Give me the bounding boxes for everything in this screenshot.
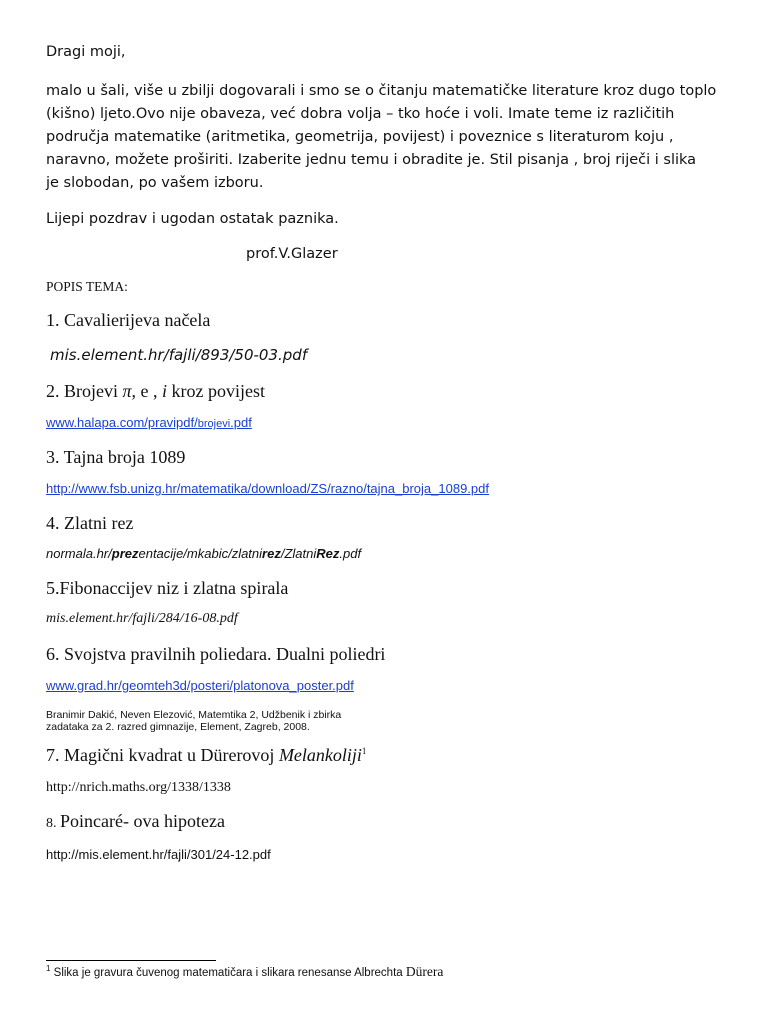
- topic-5-title: 5.Fibonaccijev niz i zlatna spirala: [46, 578, 289, 598]
- topic-3-link[interactable]: http://www.fsb.unizg.hr/matematika/download/ZS/razno/tajna_broja_1089.pdf: [46, 481, 489, 496]
- topic-1-title: 1. Cavalierijeva načela: [46, 310, 211, 330]
- paragraph-line-1: malo u šali, više u zbilji dogovarali i smo se o čitanju matematičke literature kroz dugo toplo: [46, 83, 717, 99]
- topic-4-link-part-a: normala.hr/: [46, 546, 112, 561]
- footnote-name: Dürera: [405, 964, 444, 979]
- topic-4-link-part-d: rez: [262, 546, 281, 561]
- paragraph-line-5: je slobodan, po vašem izboru.: [46, 175, 264, 191]
- topic-4-link-part-b: prez: [111, 546, 139, 561]
- footnote-text: Slika je gravura čuvenog matematičara i slikara renesanse Albrechta: [50, 967, 406, 979]
- topic-6-reference-line-1: Branimir Dakić, Neven Elezović, Matemtika 2, Udžbenik i zbirka: [46, 709, 342, 721]
- topic-2-title-mid: , e ,: [131, 381, 163, 401]
- topic-2-title-prefix: 2. Brojevi: [46, 381, 123, 401]
- paragraph-line-3: područja matematike (aritmetika, geometrija, povijest) i poveznice s literaturom koju ,: [46, 129, 674, 145]
- topic-8-link[interactable]: http://mis.element.hr/fajli/301/24-12.pdf: [46, 847, 271, 862]
- topic-3-title: 3. Tajna broja 1089: [46, 447, 186, 467]
- topic-7-link[interactable]: http://nrich.maths.org/1338/1338: [46, 780, 231, 795]
- topic-4-link-part-g: .pdf: [339, 546, 362, 561]
- topic-4-link-part-f: Rez: [316, 546, 340, 561]
- topic-7-title-main: 7. Magični kvadrat u Dürerovoj: [46, 745, 279, 765]
- topic-2-link-part-c: .pdf: [230, 415, 252, 430]
- topic-2-link-part-a: www.halapa.com/pravipdf/: [46, 415, 198, 430]
- topic-7-title: [46, 745, 366, 766]
- paragraph-line-4: naravno, možete proširiti. Izaberite jednu temu i obradite je. Stil pisanja , broj riječi i slika: [46, 152, 697, 168]
- footnote: [46, 964, 443, 980]
- topic-6-title: 6. Svojstva pravilnih poliedara. Dualni poliedri: [46, 644, 386, 664]
- topic-2-link-part-b: brojevi: [197, 418, 231, 430]
- topic-8-title-text: Poincaré- ova hipoteza: [60, 811, 225, 831]
- topic-8-title: [46, 811, 225, 832]
- topic-5-link[interactable]: mis.element.hr/fajli/284/16-08.pdf: [46, 611, 238, 626]
- signature: prof.V.Glazer: [246, 246, 338, 262]
- topic-7-title-italic: Melankoliji: [278, 745, 362, 765]
- topic-4-link-part-e: /Zlatni: [280, 546, 317, 561]
- footnote-separator: [46, 960, 216, 961]
- topic-4-link[interactable]: [46, 546, 361, 561]
- paragraph-line-2: (kišno) ljeto.Ovo nije obaveza, već dobra volja – tko hoće i voli. Imate teme iz različitih: [46, 106, 675, 122]
- i-symbol: i: [162, 381, 168, 401]
- topic-6-link[interactable]: www.grad.hr/geomteh3d/posteri/platonova_poster.pdf: [46, 678, 354, 693]
- footnote-reference[interactable]: 1: [361, 746, 367, 756]
- topic-8-number: 8.: [46, 816, 60, 831]
- topics-header: POPIS TEMA:: [46, 279, 128, 294]
- footnote-mark: 1: [46, 964, 51, 974]
- pi-symbol: π: [122, 381, 132, 401]
- topic-4-link-part-c: entacije/mkabic/zlatni: [138, 546, 263, 561]
- topic-2-title: [46, 381, 265, 402]
- topic-2-link[interactable]: [46, 415, 252, 430]
- topic-1-link[interactable]: mis.element.hr/fajli/893/50-03.pdf: [50, 346, 308, 364]
- closing-line: Lijepi pozdrav i ugodan ostatak paznika.: [46, 211, 339, 227]
- topic-2-title-suffix: kroz povijest: [167, 381, 266, 401]
- greeting: Dragi moji,: [46, 44, 126, 60]
- topic-4-title: 4. Zlatni rez: [46, 513, 134, 533]
- topic-6-reference-line-2: zadataka za 2. razred gimnazije, Element, Zagreb, 2008.: [46, 721, 310, 733]
